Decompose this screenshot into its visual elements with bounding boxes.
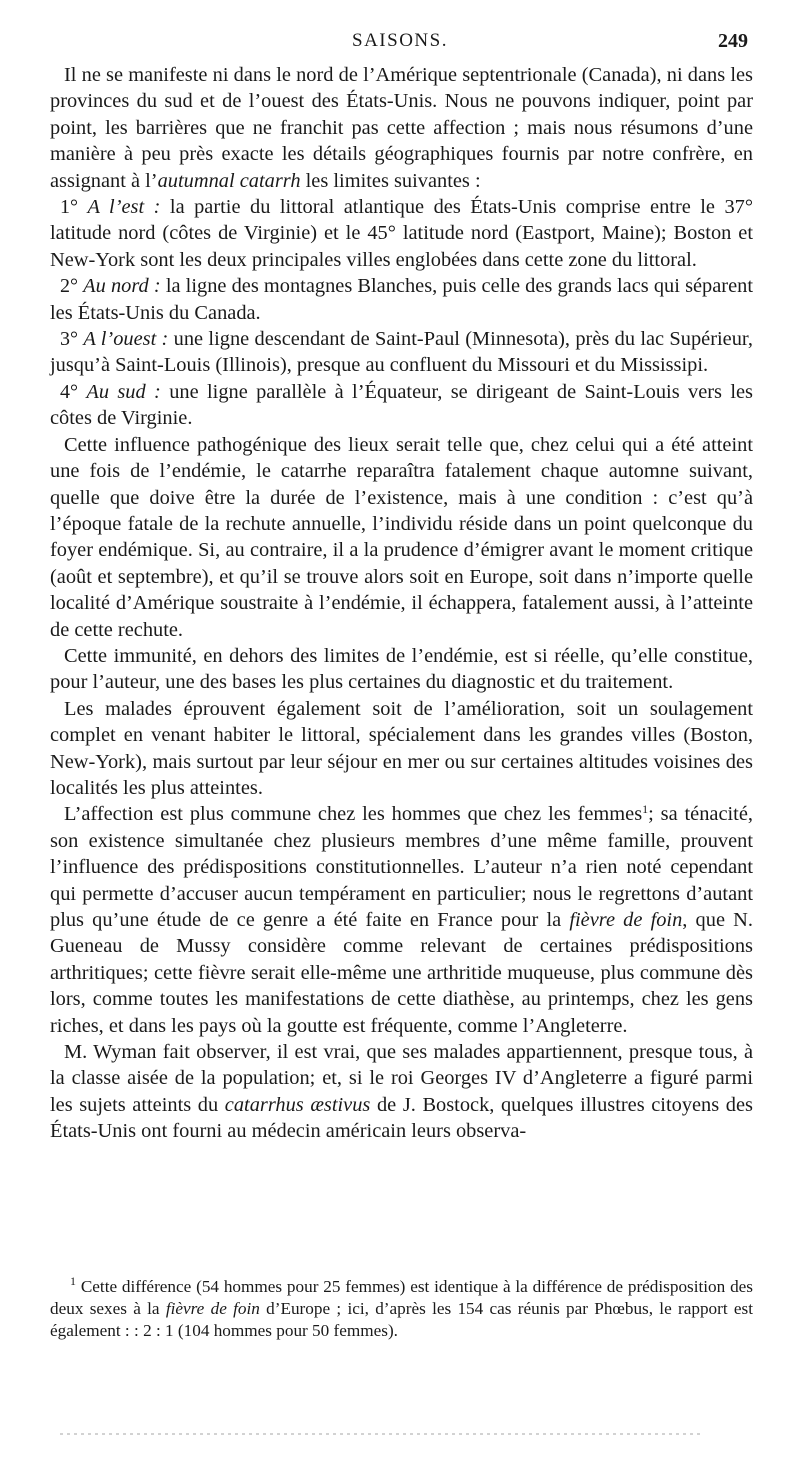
limit-label: A l’ouest : [83, 328, 169, 351]
paragraph-intro: Il ne se manifeste ni dans le nord de l’Amérique septentrionale (Canada), ni dans les provinces du sud et de l’ouest des États-Unis. Nous ne pouvons indiquer, point par point, les barrières que ne franchit pas cette affection ; mais nous résumons d’une manière à peu près exacte les détails géographiques fournis par notre confrère, en assignant à l’autumnal catarrh les limites suivantes : [50, 64, 753, 192]
footnote-item: $^1$ Cette différence (54 hommes pour 25 femmes) est identique à la différence de prédisposition des deux sexes à la fièvre de foin d’Europe ; ici, d’après les 154 cas réunis par Phœbus, le rapport est également : : 2 : 1 (104 hommes pour 50 femmes). [50, 1274, 754, 1340]
paragraph-predisposition: L’affection est plus commune chez les hommes que chez les femmes$^1$; sa ténacité, son existence simultanée chez plusieurs membres d’une même famille, prouvent l’influence des prédispositions constitutionnelles. L’auteur n’a rien noté cependant qui permette d’accuser aucun tempérament en particulier; nous le regrettons d’autant plus qu’une étude de ce genre a été faite en France pour la fièvre de foin, que N. Gueneau de Mussy considère comme relevant de certaines prédispositions arthritiques; cette fièvre serait elle-même une arthritide muqueuse, plus commune dès lors, comme toutes les manifestations de cette diathèse, au printemps, chez les gens riches, et dans les pays où la goutte est fréquente, comme l’Angleterre. [50, 802, 753, 1037]
paragraph-relief: Les malades éprouvent également soit de l’amélioration, soit un soulagement complet en venant habiter le littoral, spécialement dans les grandes villes (Boston, New-York), mais surtout par leur séjour en mer ou sur certaines altitudes voisines des localités les plus atteintes. [50, 697, 753, 799]
main-text [50, 62, 753, 1145]
paragraph-pathogenic-influence: Cette influence pathogénique des lieux serait telle que, chez celui qui a été atteint une fois de l’endémie, le catarrhe reparaîtra fatalement chaque automne suivant, quelle que doive être la durée de l’existence, mais à une condition : c’est qu’à l’époque fatale de la rechute annuelle, l’individu réside dans un point quelconque du foyer endémique. Si, au contraire, il a la prudence d’émigrer avant le moment critique (août et septembre), et qu’il se trouve alors soit en Europe, soit dans n’importe quelle localité d’Amérique soustraite à l’endémie, il échappera, fatalement aussi, à l’atteinte de cette rechute. [50, 433, 753, 641]
paragraph-wyman: M. Wyman fait observer, il est vrai, que ses malades appartiennent, presque tous, à la classe aisée de la population; et, si le roi Georges IV d’Angleterre a figuré parmi les sujets atteints du catarrhus æstivus de J. Bostock, quelques illustres citoyens des États-Unis ont fourni au médecin américain leurs observa- [50, 1041, 753, 1143]
running-title: SAISONS. [352, 30, 448, 51]
limit-south: 4° Au sud : une ligne parallèle à l’Équateur, se dirigeant de Saint-Louis vers les côtes de Virginie. [50, 380, 753, 430]
limit-label: A l’est : [87, 196, 161, 219]
footnote-marker: 1 [70, 1274, 76, 1288]
paragraph-immunity: Cette immunité, en dehors des limites de l’endémie, est si réelle, qu’elle constitue, pour l’auteur, une des bases les plus certaines du diagnostic et du traitement. [50, 644, 753, 694]
limit-label: Au sud : [86, 380, 161, 403]
running-header [52, 30, 748, 58]
italic-term: catarrhus æstivus [224, 1093, 371, 1116]
italic-term: autumnal catarrh [157, 169, 301, 192]
italic-term: fièvre de foin [569, 909, 683, 931]
limit-east: 1° A l’est : la partie du littoral atlantique des États-Unis comprise entre le 37° latitude nord (côtes de Virginie) et le 45° latitude nord (Eastport, Maine); Boston et New-York sont les deux principales villes englobées dans cette zone du littoral. [50, 196, 753, 271]
italic-term: fièvre de foin [165, 1299, 260, 1318]
limit-label: Au nord : [83, 275, 161, 298]
footnote-ref[interactable]: 1 [642, 802, 649, 817]
footnotes [50, 1276, 753, 1342]
scan-artifact-line [60, 1433, 700, 1435]
page-number: 249 [718, 30, 748, 52]
limit-west: 3° A l’ouest : une ligne descendant de Saint-Paul (Minnesota), près du lac Supérieur, jusqu’à Saint-Louis (Illinois), presque au confluent du Missouri et du Mississipi. [50, 328, 753, 377]
limit-north: 2° Au nord : la ligne des montagnes Blanches, puis celle des grands lacs qui séparent les États-Unis du Canada. [50, 275, 753, 324]
